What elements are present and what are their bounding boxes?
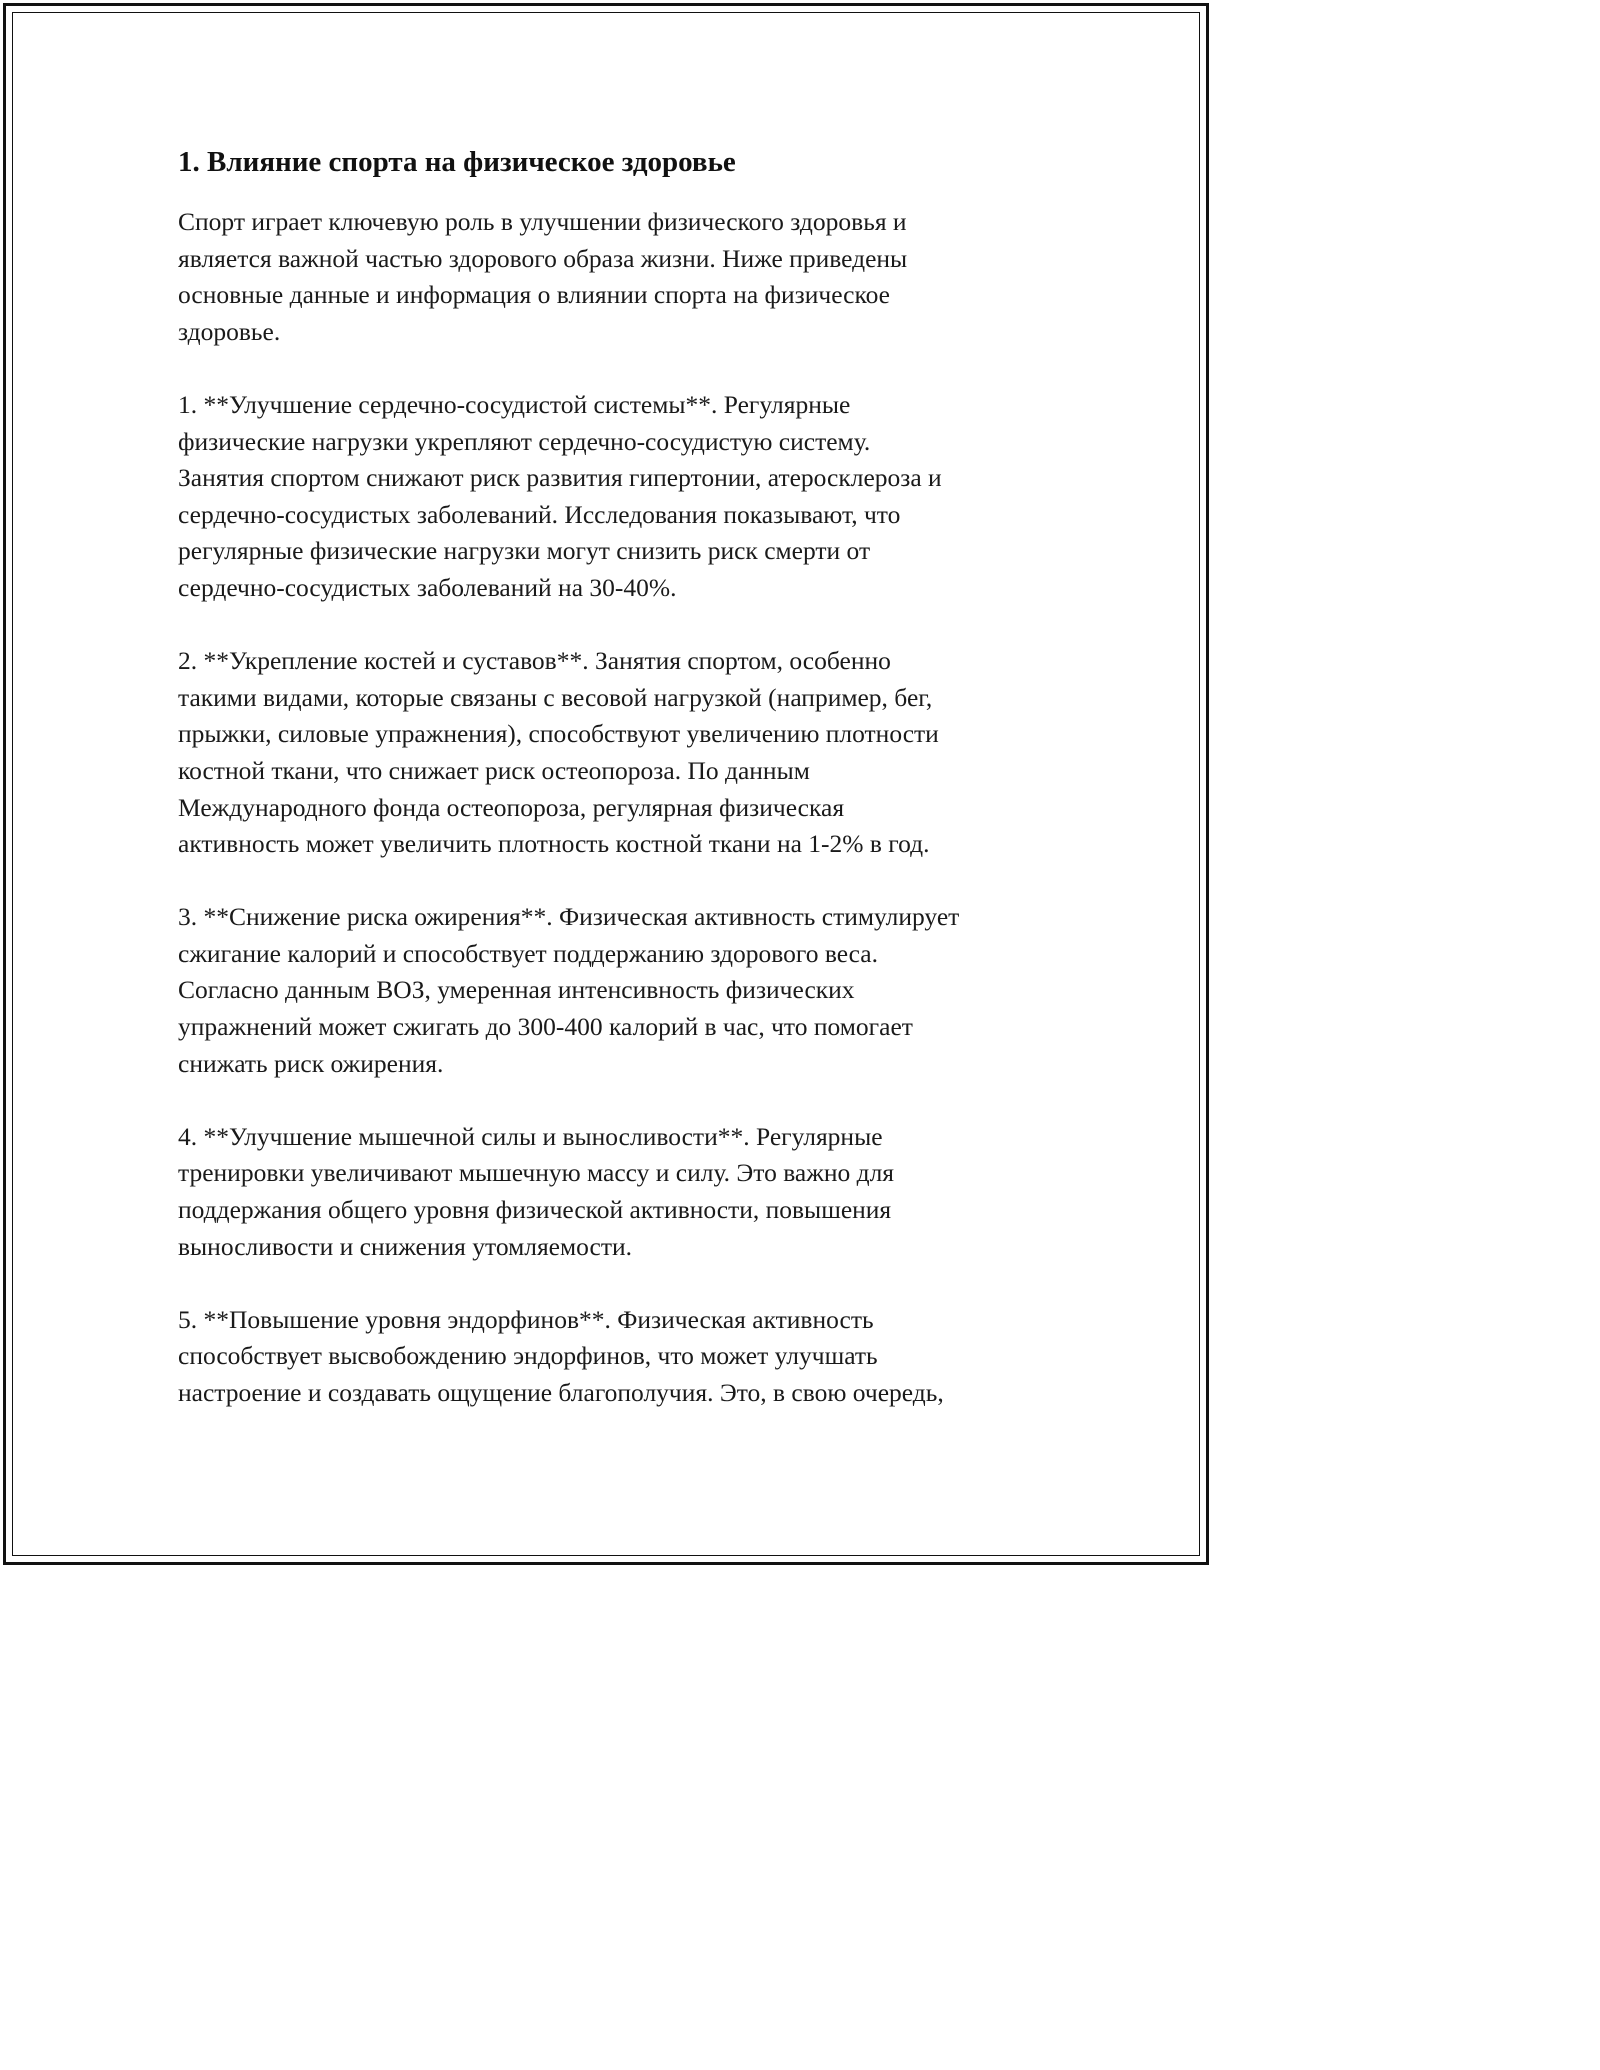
document-title: 1. Влияние спорта на физическое здоровье <box>178 146 736 178</box>
paragraph-obesity: 3. **Снижение риска ожирения**. Физическая активность стимулирует сжигание калорий и способствует поддержанию здорового веса. Согласно данным ВОЗ, умеренная интенсивность физических упражнений может сжигать до 300-400 калорий в час, что помогает снижать риск ожирения. <box>178 902 960 1078</box>
paragraph-bones-joints: 2. **Укрепление костей и суставов**. Занятия спортом, особенно такими видами, которые связаны с весовой нагрузкой (например, бег, прыжки, силовые упражнения), способствуют увеличению плотности костной ткани, что снижает риск остеопороза. По данным Международного фонда остеопороза, регулярная физическая активность может увеличить плотность костной ткани на 1-2% в год. <box>178 646 939 859</box>
paragraph-muscle-strength: 4. **Улучшение мышечной силы и выносливости**. Регулярные тренировки увеличивают мышечную массу и силу. Это важно для поддержания общего уровня физической активности, повышения выносливости и снижения утомляемости. <box>178 1121 895 1261</box>
intro-paragraph: Спорт играет ключевую роль в улучшении физического здоровья и является важной частью здорового образа жизни. Ниже приведены основные данные и информация о влиянии спорта на физическое здоровье. <box>178 207 908 346</box>
paragraph-cardiovascular: 1. **Улучшение сердечно-сосудистой системы**. Регулярные физические нагрузки укрепляют сердечно-сосудистую систему. Занятия спортом снижают риск развития гипертонии, атеросклероза и сердечно-сосудистых заболеваний. Исследования показывают, что регулярные физические нагрузки могут снизить риск смерти от сердечно-сосудистых заболеваний на 30-40%. <box>178 389 942 602</box>
paragraph-endorphins: 5. **Повышение уровня эндорфинов**. Физическая активность способствует высвобождению эндорфинов, что может улучшать настроение и создавать ощущение благополучия. Это, в свою очередь, <box>178 1304 944 1407</box>
document-body <box>178 142 1048 1412</box>
